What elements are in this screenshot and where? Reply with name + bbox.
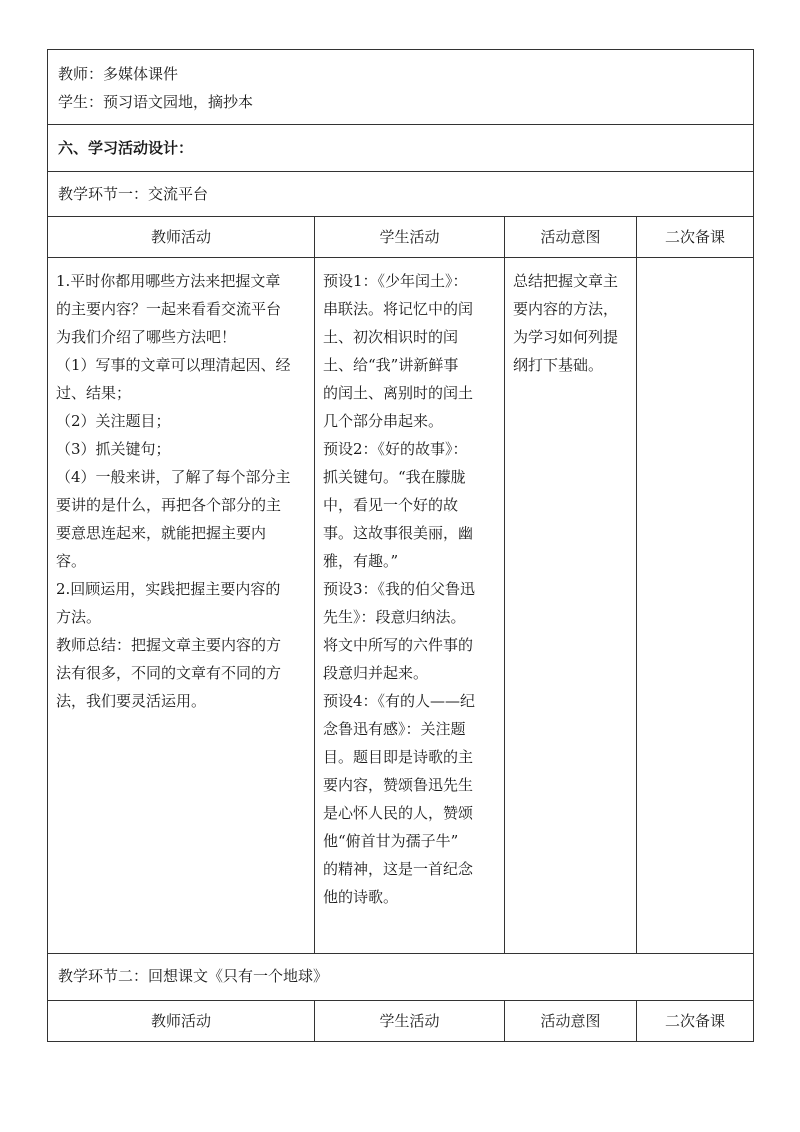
teacher-activity-line: 的主要内容？一起来看看交流平台	[56, 300, 282, 318]
activity-intent-line: 为学习如何列提	[513, 328, 619, 346]
segment1-title-row	[48, 172, 754, 217]
lesson-plan-table	[47, 49, 754, 1042]
student-activity-line: 要内容，赞颂鲁迅先生	[323, 776, 474, 794]
header-activity-intent: 活动意图	[505, 217, 637, 258]
teacher-activity-line: 要意思连起来，就能把握主要内	[56, 524, 267, 542]
seg2-header-teacher-activity: 教师活动	[48, 1001, 315, 1042]
teacher-activity-line: （2）关注题目；	[56, 412, 171, 430]
teacher-activity-line: 方法。	[56, 608, 102, 626]
teacher-activity-line: （1）写事的文章可以理清起因、经	[56, 356, 291, 374]
activity-intent-cell	[505, 258, 637, 954]
resources-row	[48, 50, 754, 125]
student-activity-line: 中，看见一个好的故	[323, 496, 459, 514]
teacher-activity-line: 法，我们要灵活运用。	[56, 692, 207, 710]
teacher-activity-line: 教师总结：把握文章主要内容的方	[56, 636, 282, 654]
student-activity-line: 预设4：《有的人——纪	[323, 692, 476, 710]
segment2-header-row	[48, 1001, 754, 1042]
seg2-header-student-activity: 学生活动	[315, 1001, 505, 1042]
student-activity-line: 事。这故事很美丽，幽	[323, 524, 474, 542]
student-activity-line: 先生》：段意归纳法。	[323, 608, 466, 626]
teacher-activity-line: （4）一般来讲，了解了每个部分主	[56, 468, 291, 486]
student-activity-line: 目。题目即是诗歌的主	[323, 748, 474, 766]
teacher-activity-line: 容。	[56, 552, 87, 570]
student-activity-line: 几个部分串起来。	[323, 412, 444, 430]
student-activity-line: 预设3：《我的伯父鲁迅	[323, 580, 476, 598]
student-resources: 学生：预习语文园地，摘抄本	[58, 93, 254, 111]
student-activity-line: 他“俯首甘为孺子牛”	[323, 832, 459, 850]
student-activity-line: 土、给“我”讲新鲜事	[323, 356, 459, 374]
segment1-header-row	[48, 217, 754, 258]
student-activity-line: 串联法。将记忆中的闰	[323, 300, 474, 318]
student-activity-line: 的闰土、离别时的闰土	[323, 384, 474, 402]
student-activity-line: 是心怀人民的人，赞颂	[323, 804, 474, 822]
segment1-title: 教学环节一：交流平台	[58, 185, 209, 203]
second-prep-cell	[637, 258, 754, 954]
teacher-activity-line: 为我们介绍了哪些方法吧！	[56, 328, 237, 346]
student-activity-line: 念鲁迅有感》：关注题	[323, 720, 466, 738]
student-activity-line: 预设2：《好的故事》：	[323, 440, 468, 458]
section-heading-row	[48, 125, 754, 172]
header-second-prep: 二次备课	[637, 217, 754, 258]
teacher-resources: 教师：多媒体课件	[58, 65, 179, 83]
student-activity-cell	[315, 258, 505, 954]
student-activity-line: 抓关键句。“我在朦胧	[323, 468, 466, 486]
activity-intent-line: 要内容的方法，	[513, 300, 619, 318]
teacher-activity-cell	[48, 258, 315, 954]
teacher-activity-line: 法有很多，不同的文章有不同的方	[56, 664, 282, 682]
teacher-activity-line: （3）抓关键句；	[56, 440, 171, 458]
teacher-activity-line: 1.平时你都用哪些方法来把握文章	[56, 272, 281, 290]
segment2-title: 教学环节二：回想课文《只有一个地球》	[58, 967, 329, 985]
segment1-content-row	[48, 258, 754, 954]
teacher-activity-line: 过、结果；	[56, 384, 132, 402]
activity-intent-line: 总结把握文章主	[513, 272, 619, 290]
seg2-header-activity-intent: 活动意图	[505, 1001, 637, 1042]
student-activity-line: 预设1：《少年闰土》：	[323, 272, 468, 290]
header-teacher-activity: 教师活动	[48, 217, 315, 258]
segment2-title-row	[48, 954, 754, 1001]
student-activity-line: 的精神，这是一首纪念	[323, 860, 474, 878]
teacher-activity-line: 2.回顾运用，实践把握主要内容的	[56, 580, 281, 598]
student-activity-line: 段意归并起来。	[323, 664, 429, 682]
student-activity-line: 雅，有趣。”	[323, 552, 399, 570]
teacher-activity-line: 要讲的是什么，再把各个部分的主	[56, 496, 282, 514]
student-activity-line: 他的诗歌。	[323, 888, 399, 906]
header-student-activity: 学生活动	[315, 217, 505, 258]
student-activity-line: 将文中所写的六件事的	[323, 636, 474, 654]
section-6-title: 六、学习活动设计：	[58, 139, 194, 157]
activity-intent-line: 纲打下基础。	[513, 356, 604, 374]
student-activity-line: 土、初次相识时的闰	[323, 328, 459, 346]
seg2-header-second-prep: 二次备课	[637, 1001, 754, 1042]
